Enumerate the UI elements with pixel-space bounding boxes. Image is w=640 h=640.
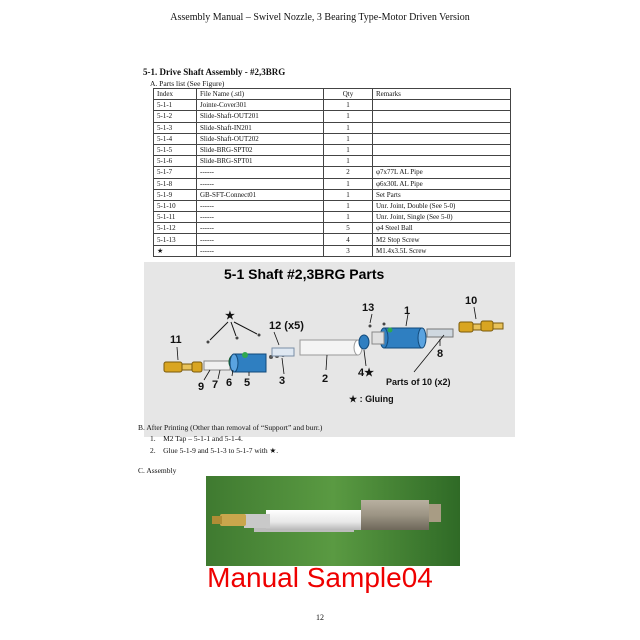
label-2: 2: [322, 373, 329, 385]
table-row: [154, 100, 511, 111]
table-cell: 5-1-13: [154, 234, 197, 245]
table-header-cell: Qty: [324, 89, 373, 100]
table-row: [154, 189, 511, 200]
table-cell: φ6x30L AL Pipe: [373, 178, 511, 189]
table-header-row: [154, 89, 511, 100]
gluing-note: ★ : Gluing: [349, 394, 394, 404]
table-cell: 5-1-10: [154, 200, 197, 211]
inner-shaft: [272, 348, 294, 356]
table-cell: 1: [324, 144, 373, 155]
table-cell: [373, 144, 511, 155]
table-cell: ------: [197, 245, 324, 256]
table-row: [154, 245, 511, 256]
table-cell: 5-1-7: [154, 167, 197, 178]
label-9: 9: [198, 381, 205, 393]
label-4: 4★: [358, 367, 374, 379]
table-row: [154, 144, 511, 155]
table-cell: ------: [197, 234, 324, 245]
table-row: [154, 178, 511, 189]
table-cell: ★: [154, 245, 197, 256]
table-row: [154, 111, 511, 122]
label-5: 5: [244, 377, 251, 389]
short-pipe-right: [427, 329, 453, 337]
table-row: [154, 223, 511, 234]
table-cell: [373, 100, 511, 111]
table-cell: Unr. Joint, Double (See 5-0): [373, 200, 511, 211]
table-row: [154, 200, 511, 211]
table-cell: Slide-BRG-SPT02: [197, 144, 324, 155]
table-cell: 5-1-5: [154, 144, 197, 155]
table-cell: 1: [324, 111, 373, 122]
table-cell: 5-1-2: [154, 111, 197, 122]
table-cell: 1: [324, 200, 373, 211]
table-cell: Unr. Joint, Single (See 5-0): [373, 212, 511, 223]
table-cell: Slide-Shaft-OUT202: [197, 133, 324, 144]
table-cell: 1: [324, 133, 373, 144]
table-cell: 1: [324, 212, 373, 223]
stop-screw: [369, 325, 372, 328]
after-printing-list: [150, 433, 278, 457]
label-13: 13: [362, 302, 375, 314]
table-cell: 4: [324, 234, 373, 245]
table-cell: M1.4x3.5L Screw: [373, 245, 511, 256]
table-cell: 5-1-6: [154, 156, 197, 167]
label-10: 10: [465, 295, 478, 307]
parts-list-label: A. Parts list (See Figure): [150, 79, 225, 88]
table-row: [154, 133, 511, 144]
table-cell: [373, 133, 511, 144]
table-cell: ------: [197, 167, 324, 178]
table-cell: Set Parts: [373, 189, 511, 200]
assembly-photo: [206, 476, 460, 566]
star-arrows: [210, 322, 257, 340]
after-printing-item: 2. Glue 5-1-9 and 5-1-3 to 5-1-7 with ★.: [150, 446, 279, 455]
label-11: 11: [170, 334, 182, 346]
table-cell: φ7x77L AL Pipe: [373, 167, 511, 178]
table-cell: ------: [197, 178, 324, 189]
table-header-cell: Index: [154, 89, 197, 100]
table-cell: 5-1-4: [154, 133, 197, 144]
stop-screw-2: [383, 323, 386, 326]
short-pipe: [204, 361, 230, 370]
table-cell: 5-1-1: [154, 100, 197, 111]
table-cell: 5-1-9: [154, 189, 197, 200]
table-cell: 5-1-8: [154, 178, 197, 189]
table-cell: M2 Stop Screw: [373, 234, 511, 245]
after-printing-item: 1. M2 Tap – 5-1-1 and 5-1-4.: [150, 434, 243, 443]
table-cell: 5-1-3: [154, 122, 197, 133]
table-row: [154, 122, 511, 133]
label-1: 1: [404, 305, 411, 317]
star-marker: ★: [225, 310, 235, 322]
section-title: 5-1. Drive Shaft Assembly - #2,3BRG: [143, 67, 286, 77]
parts-table: [153, 88, 511, 257]
figure-title: 5-1 Shaft #2,3BRG Parts: [224, 266, 385, 282]
table-cell: 1: [324, 178, 373, 189]
table-cell: ------: [197, 212, 324, 223]
page-number: 12: [316, 613, 324, 622]
table-cell: 1: [324, 122, 373, 133]
blue-ring: [359, 335, 369, 349]
label-7: 7: [212, 379, 219, 391]
universal-joint-single: [164, 362, 202, 372]
table-cell: 5-1-12: [154, 223, 197, 234]
table-cell: Slide-BRG-SPT01: [197, 156, 324, 167]
table-cell: 1: [324, 156, 373, 167]
long-pipe: [300, 340, 362, 355]
table-cell: ------: [197, 200, 324, 211]
table-cell: 5-1-11: [154, 212, 197, 223]
table-row: [154, 167, 511, 178]
table-row: [154, 156, 511, 167]
table-cell: [373, 156, 511, 167]
exploded-diagram: [144, 262, 515, 437]
table-row: [154, 234, 511, 245]
table-row: [154, 212, 511, 223]
table-cell: [373, 111, 511, 122]
label-3: 3: [279, 375, 286, 387]
label-6: 6: [226, 377, 233, 389]
table-cell: Slide-Shaft-OUT201: [197, 111, 324, 122]
watermark: Manual Sample04: [207, 562, 433, 593]
table-cell: 5: [324, 223, 373, 234]
label-12: 12 (x5): [269, 320, 304, 332]
table-cell: 2: [324, 167, 373, 178]
table-cell: Slide-Shaft-IN201: [197, 122, 324, 133]
after-printing-title: B. After Printing (Other than removal of “Support” and burr.): [138, 423, 323, 432]
table-cell: 1: [324, 189, 373, 200]
table-cell: ------: [197, 223, 324, 234]
table-cell: GB-SFT-Connect01: [197, 189, 324, 200]
table-cell: [373, 122, 511, 133]
parts-of-10-label: Parts of 10 (x2): [386, 377, 451, 387]
table-header-cell: File Name (.stl): [197, 89, 324, 100]
blue-cylinder-left: [230, 352, 266, 372]
table-cell: Jointe-Cover301: [197, 100, 324, 111]
document-header: Assembly Manual – Swivel Nozzle, 3 Bearing Type-Motor Driven Version: [170, 12, 470, 23]
table-cell: 1: [324, 100, 373, 111]
parts-figure: [144, 262, 515, 437]
assembly-title: C. Assembly: [138, 466, 177, 475]
label-8: 8: [437, 348, 444, 360]
table-cell: 3: [324, 245, 373, 256]
universal-joint-double: [459, 321, 503, 332]
blue-cylinder-right: [372, 328, 426, 349]
table-header-cell: Remarks: [373, 89, 511, 100]
table-cell: φ4 Steel Ball: [373, 223, 511, 234]
